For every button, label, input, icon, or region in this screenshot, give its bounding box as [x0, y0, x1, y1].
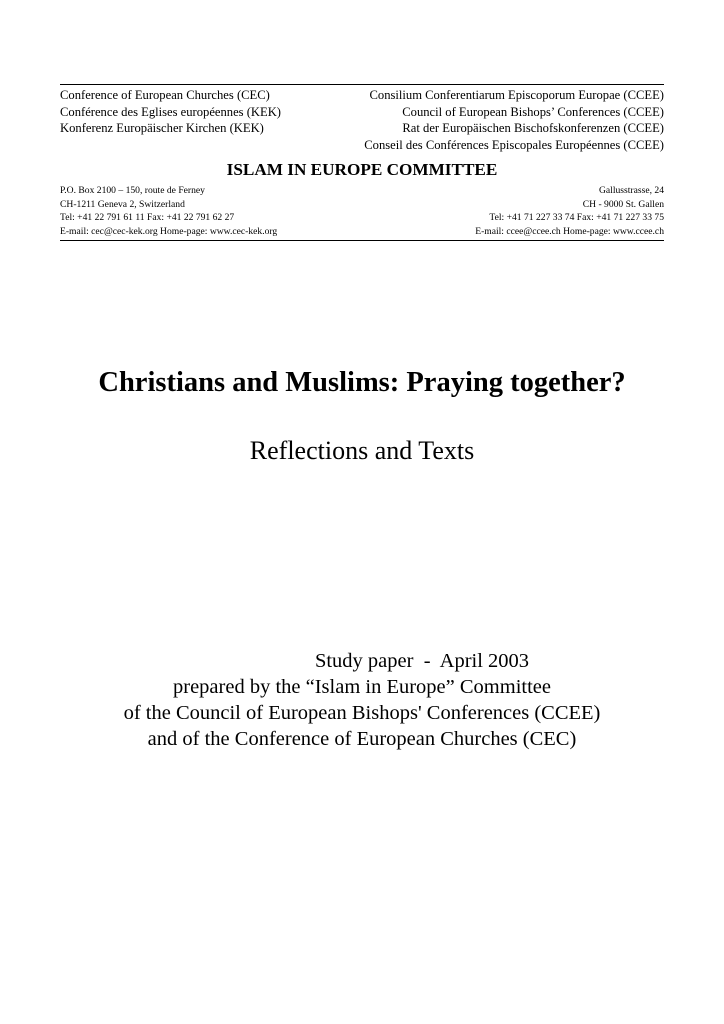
organizations [60, 85, 664, 153]
letterhead [60, 84, 664, 241]
committee-heading: ISLAM IN EUROPE COMMITTEE [226, 160, 498, 180]
address-line: P.O. Box 2100 – 150, route de Ferney [60, 185, 205, 197]
addresses [60, 184, 664, 241]
study-info [0, 648, 724, 752]
org-line: Conseil des Conférences Episcopales Européennes (CCEE) [364, 137, 664, 152]
org-line: Consilium Conferentiarum Episcoporum Europae (CCEE) [369, 88, 664, 102]
address-line: Tel: +41 71 227 33 74 Fax: +41 71 227 33 75 [489, 212, 664, 224]
cec-address [60, 184, 277, 238]
contact-line: E-mail: ccee@ccee.ch Home-page: www.ccee.ch [475, 225, 664, 237]
address-line: Tel: +41 22 791 61 11 Fax: +41 22 791 62 27 [60, 212, 235, 224]
study-line: prepared by the “Islam in Europe” Committee [173, 676, 551, 698]
org-line: Conférence des Eglises européennes (KEK) [60, 104, 282, 119]
orgs-left [60, 87, 281, 153]
orgs-right [364, 87, 664, 153]
document-subtitle: Reflections and Texts [249, 436, 475, 465]
address-line: CH - 9000 St. Gallen [582, 198, 664, 210]
document-title: Christians and Muslims: Praying together? [98, 367, 626, 398]
address-line: Gallusstrasse, 24 [598, 185, 664, 197]
address-line: CH-1211 Geneva 2, Switzerland [60, 198, 185, 210]
study-line: of the Council of European Bishops' Conferences (CCEE) [123, 702, 601, 724]
org-line: Conference of European Churches (CEC) [60, 88, 270, 102]
study-line: and of the Conference of European Churches (CEC) [147, 728, 577, 750]
org-line: Council of European Bishops’ Conferences (CCEE) [402, 104, 664, 119]
contact-line: E-mail: cec@cec-kek.org Home-page: www.cec-kek.org [60, 225, 278, 237]
study-date-line: Study paper - April 2003 [314, 650, 530, 672]
org-line: Rat der Europäischen Bischofskonferenzen (CCEE) [402, 121, 664, 136]
ccee-address [475, 184, 664, 238]
org-line: Konferenz Europäischer Kirchen (KEK) [60, 121, 264, 136]
